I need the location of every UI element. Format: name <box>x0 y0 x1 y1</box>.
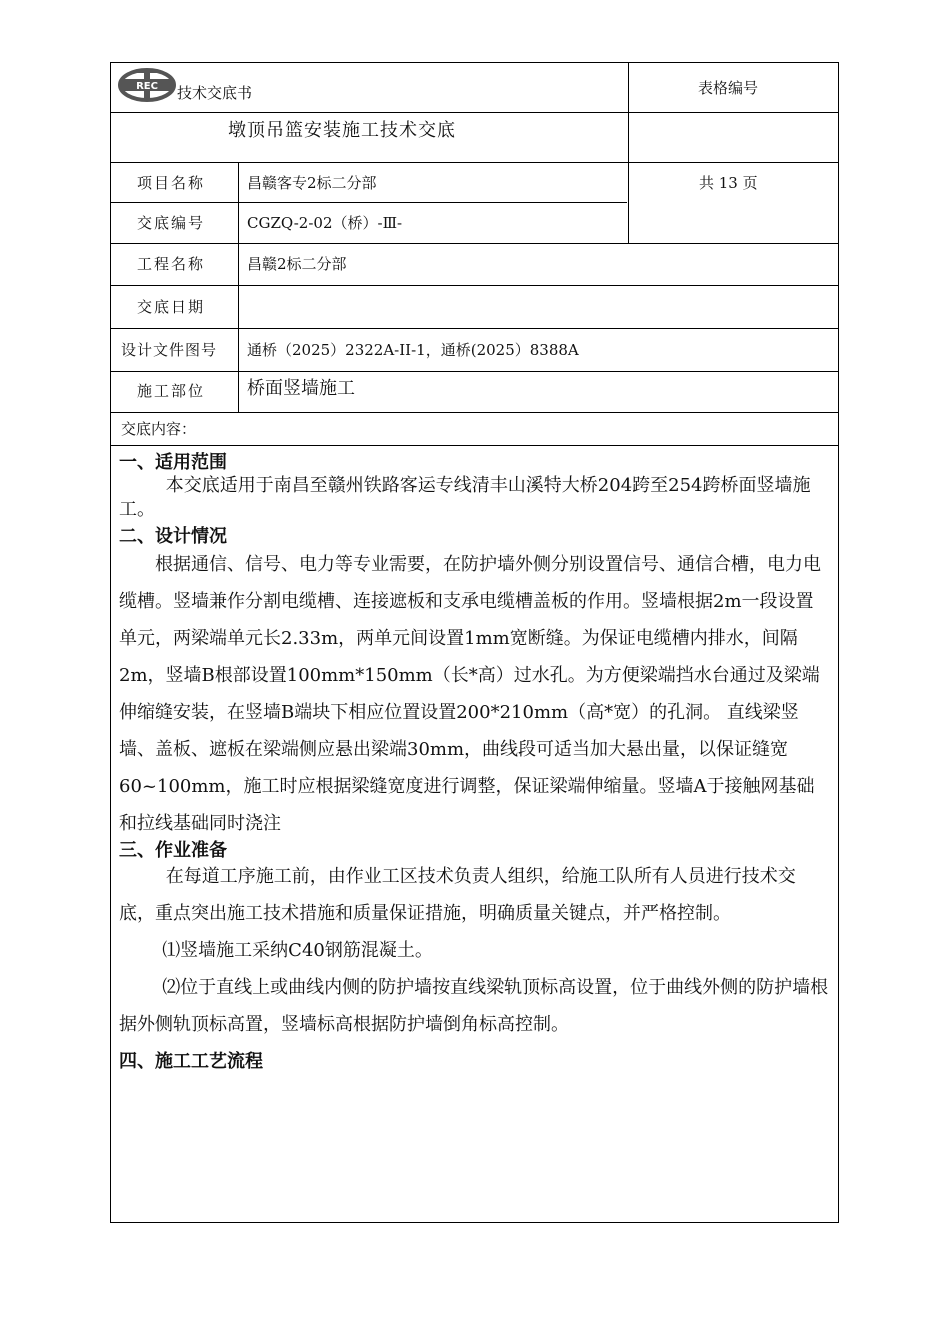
row-divider <box>111 243 838 244</box>
doc-type: 技术交底书 <box>177 84 253 102</box>
section-heading: 四、施工工艺流程 <box>119 1051 263 1072</box>
field-label-construction-part: 施工部位 <box>137 382 206 400</box>
row-divider <box>111 162 838 163</box>
row-divider <box>111 445 838 446</box>
field-value-design-drawing: 通桥（2025）2322A-II-1，通桥(2025）8388A <box>247 341 579 359</box>
field-label-design-drawing: 设计文件图号 <box>121 341 218 359</box>
row-divider <box>111 202 627 203</box>
row-divider <box>111 285 838 286</box>
list-item: ⑵位于直线上或曲线内侧的防护墙按直线梁轨顶标高设置，位于曲线外侧的防护墙根据外侧轨顶标高置，竖墙标高根据防护墙倒角标高控制。 <box>119 977 829 1035</box>
column-divider <box>628 63 629 243</box>
section-heading: 一、适用范围 <box>119 452 227 473</box>
row-divider <box>111 112 838 113</box>
field-label-disclosure-date: 交底日期 <box>137 298 206 316</box>
section-paragraph: 根据通信、信号、电力等专业需要，在防护墙外侧分别设置信号、通信合槽，电力电缆槽。竖墙兼作分割电缆槽、连接遮板和支承电缆槽盖板的作用。竖墙根据2m一段设置单元，两梁端单元长2.33m，两单元间设置1mm宽断缝。为保证电缆槽内排水，间隔2m，竖墙B根部设置100mm*150mm（长*高）过水孔。为方便梁端挡水台通过及梁端伸缩缝安装，在竖墙B端块下相应位置设置200*210mm（高*宽）的孔洞。 直线梁竖墙、盖板、遮板在梁端侧应悬出梁端30mm，曲线段可适当加大悬出量，以保证缝宽60~100mm，施工时应根据梁缝宽度进行调整，保证梁端伸缩量。竖墙A于接触网基础和拉线基础同时浇注 <box>119 554 821 834</box>
field-label-disclosure-number: 交底编号 <box>137 214 206 232</box>
company-logo-icon <box>117 65 177 105</box>
form-number-label: 表格编号 <box>698 79 759 97</box>
field-label-project-name: 项目名称 <box>137 174 206 192</box>
page-title: 墩顶吊篮安装施工技术交底 <box>228 120 456 141</box>
disclosure-form <box>110 62 839 1223</box>
field-value-disclosure-number: CGZQ-2-02（桥）-Ⅲ- <box>247 214 403 232</box>
content-body <box>119 448 830 1073</box>
section-paragraph: 在每道工序施工前，由作业工区技术负责人组织，给施工队所有人员进行技术交底，重点突出施工技术措施和质量保证措施，明确质量关键点，并严格控制。 <box>119 866 796 924</box>
section-paragraph: 本交底适用于南昌至赣州铁路客运专线清丰山溪特大桥204跨至254跨桥面竖墙施工。 <box>119 475 811 520</box>
field-value-project-name: 昌赣客专2标二分部 <box>247 174 377 192</box>
row-divider <box>111 412 838 413</box>
list-item: ⑴竖墙施工采纳C40钢筋混凝土。 <box>162 940 433 961</box>
svg-text:REC: REC <box>136 81 158 92</box>
row-divider <box>111 371 838 372</box>
section-heading: 三、作业准备 <box>119 840 227 861</box>
field-label-engineering-name: 工程名称 <box>137 255 206 273</box>
row-divider <box>111 328 838 329</box>
field-value-engineering-name: 昌赣2标二分部 <box>247 255 347 273</box>
section-heading: 二、设计情况 <box>119 526 227 547</box>
page-count: 共 13 页 <box>699 174 758 192</box>
field-value-construction-part: 桥面竖墙施工 <box>247 378 355 399</box>
content-label: 交底内容： <box>121 420 197 438</box>
column-divider <box>238 162 239 412</box>
